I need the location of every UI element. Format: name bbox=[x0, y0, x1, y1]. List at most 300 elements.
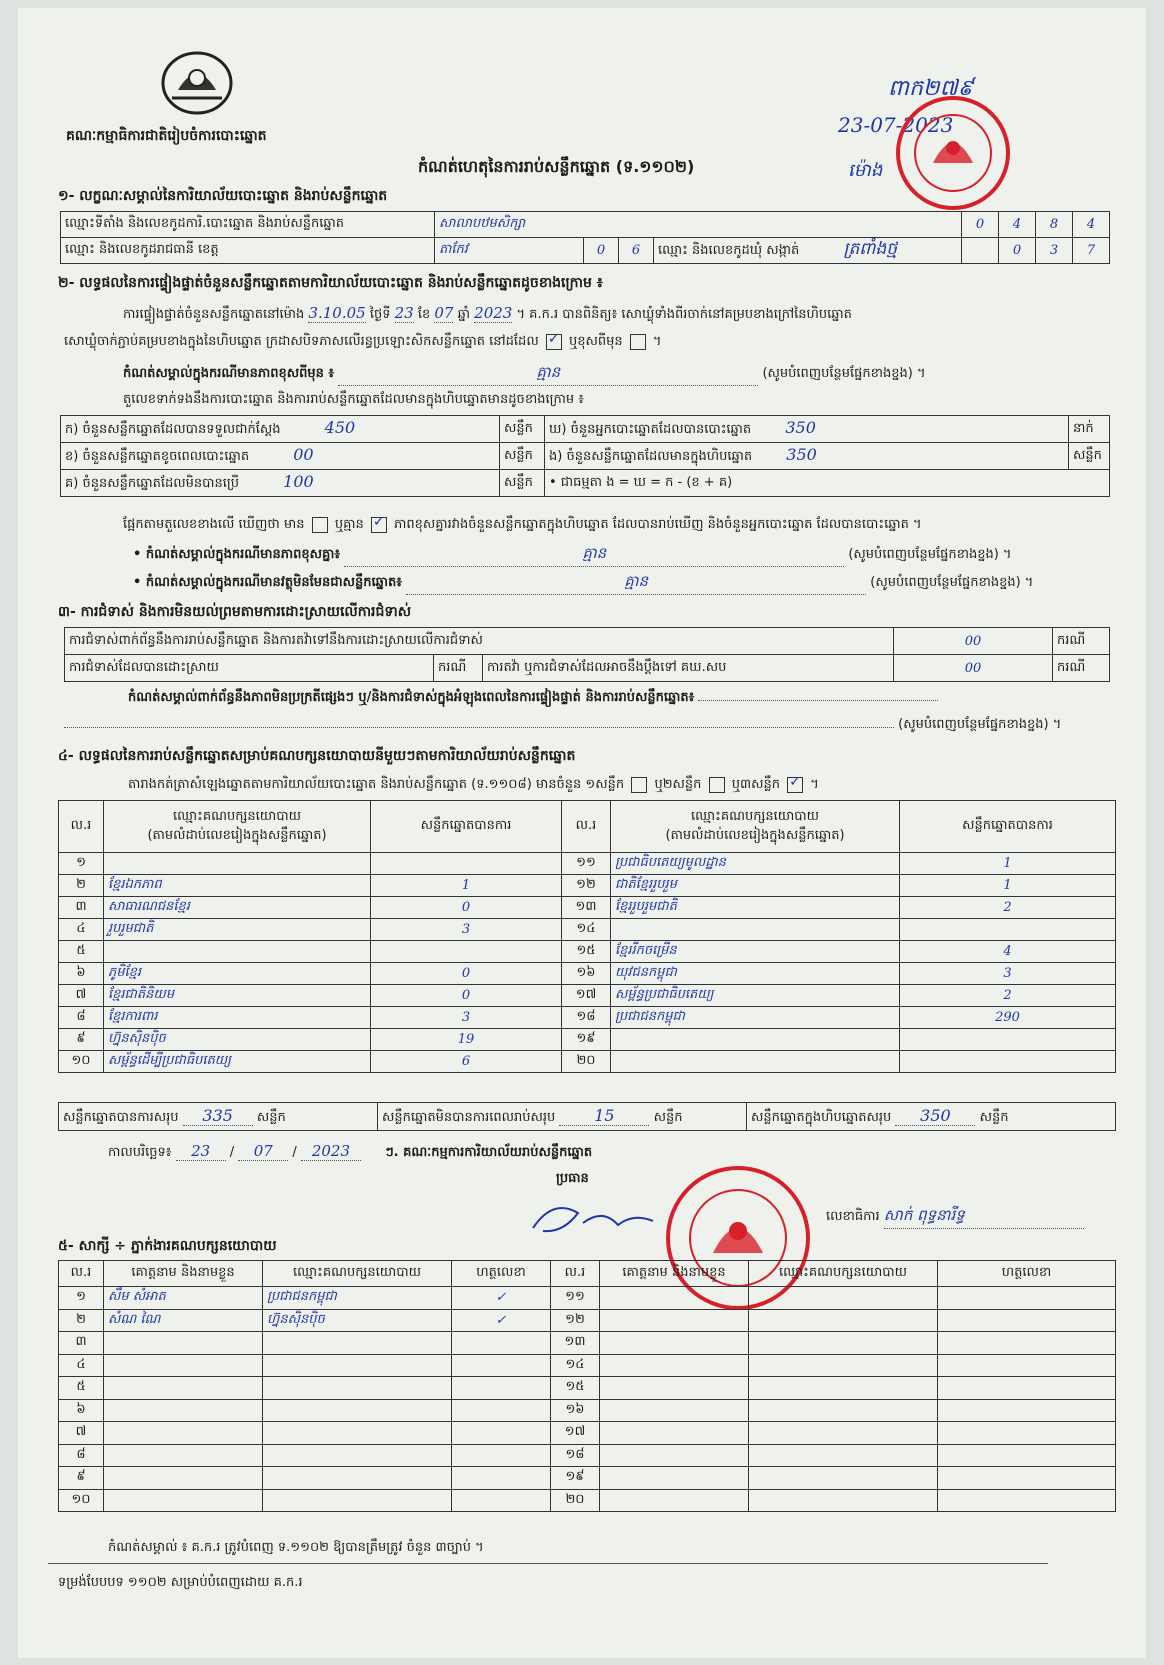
two-sheet-label: ឬ២សន្លឹក bbox=[654, 777, 702, 792]
result-party: ជាតិខ្មែររួបរួម bbox=[611, 875, 900, 897]
witness-party bbox=[749, 1444, 938, 1467]
date-label: កាលបរិច្ឆេទ៖ bbox=[108, 1145, 172, 1160]
formula: • ជាធម្មតា ង = ឃ = ក - (ខ + គ) bbox=[545, 470, 1110, 497]
footnote: កំណត់សម្គាល់ ៖ គ.ក.រ ត្រូវបំពេញ ទ.១១០២ ឱ្យបានត្រឹមត្រូវ ចំនួន ៣ច្បាប់ ។ bbox=[108, 1540, 484, 1555]
result-votes: 3 bbox=[371, 1007, 562, 1029]
seal-text: សោឃ្លុំចាក់ភ្ជាប់គម្របខាងក្នុងនៃហិបឆ្នោត ក្រដាសបិទភាសលើរន្ធប្រឡោះសិកសន្លឹកឆ្នោត នៅដដែល bbox=[64, 334, 539, 349]
ngo-unit: សន្លឹក bbox=[1069, 443, 1110, 470]
site-value: សាលាបឋមសិក្សា bbox=[435, 212, 962, 238]
damaged-label: ឬខុសពីមុន bbox=[568, 334, 623, 349]
witness-signature bbox=[938, 1444, 1116, 1467]
witness-no: ១៦ bbox=[551, 1399, 600, 1422]
kha-value: 00 bbox=[293, 445, 314, 464]
witness-signature bbox=[452, 1422, 551, 1445]
commune-label-and-value bbox=[654, 238, 962, 264]
verify-time: 3.10.05 bbox=[308, 304, 366, 322]
witness-signature bbox=[452, 1489, 551, 1512]
table-row bbox=[59, 853, 1116, 875]
result-party: ខ្មែររីកចម្រើន bbox=[611, 941, 900, 963]
witness-name: សឹម សំអាត bbox=[104, 1287, 263, 1310]
committee-name: គណៈកម្មាធិការជាតិរៀបចំការបោះឆ្នោត bbox=[66, 128, 267, 144]
witness-name bbox=[104, 1444, 263, 1467]
witness-no: ១១ bbox=[551, 1287, 600, 1310]
table-row bbox=[59, 1007, 1116, 1029]
witness-no: ១៨ bbox=[551, 1444, 600, 1467]
witness-party bbox=[749, 1399, 938, 1422]
three-sheet-checkbox[interactable] bbox=[787, 777, 803, 793]
witness-party bbox=[263, 1422, 452, 1445]
witness-signature bbox=[938, 1309, 1116, 1332]
secretary-name: សាក់ ពុទ្ធនារីទ្ធ bbox=[884, 1206, 1084, 1229]
witness-party bbox=[749, 1332, 938, 1355]
result-votes bbox=[371, 941, 562, 963]
counting-committee: ៗ. គណៈកម្មការការិយាល័យរាប់សន្លឹកឆ្នោត bbox=[385, 1145, 593, 1160]
result-party bbox=[104, 853, 371, 875]
witness-no: ៥ bbox=[59, 1377, 104, 1400]
result-party: ប្រជាធិបតេយ្យមូលដ្ឋាន bbox=[611, 853, 900, 875]
official-stamp-top-icon bbox=[893, 93, 1013, 213]
figures-intro: តួលេខទាក់ទងនឹងការបោះឆ្នោត និងការរាប់សន្លឹកឆ្នោតដែលមានក្នុងហិបឆ្នោតមានដូចខាងក្រោម ៖ bbox=[123, 392, 584, 407]
site-code-1: 0 bbox=[962, 212, 999, 238]
objection-resolved-unit: ករណី bbox=[434, 655, 483, 682]
result-votes: 3 bbox=[900, 963, 1116, 985]
witness-name bbox=[600, 1354, 749, 1377]
tally-intro: តារាងកត់ត្រាសំឡេងឆ្នោតតាមការិយាល័យបោះឆ្នោត និងរាប់សន្លឹកឆ្នោត (ទ.១១០៨) មានចំនួន ១សន្លឹក bbox=[128, 777, 625, 792]
table-row bbox=[59, 1029, 1116, 1051]
diff-note-line bbox=[133, 544, 1012, 567]
commune-code-2: 3 bbox=[1036, 238, 1073, 264]
result-no: ១ bbox=[59, 853, 104, 875]
witness-signature bbox=[452, 1444, 551, 1467]
objection-row1-label: ការជំទាស់ពាក់ព័ន្ធនឹងការរាប់សន្លឹកឆ្នោត និងការតវ៉ាទៅនឹងការដោះស្រាយលើការជំទាស់ bbox=[65, 628, 894, 655]
result-no: ១១ bbox=[562, 853, 611, 875]
results-table bbox=[58, 800, 1116, 1073]
result-party: ខ្មែរការពារ bbox=[104, 1007, 371, 1029]
result-party bbox=[611, 1051, 900, 1073]
witness-name bbox=[104, 1467, 263, 1490]
ko-unit: សន្លឹក bbox=[500, 470, 545, 497]
commune-value: ត្រពាំងថ្ម bbox=[843, 239, 898, 259]
witness-party bbox=[749, 1287, 938, 1310]
commune-code-blank bbox=[962, 238, 999, 264]
result-no: ៩ bbox=[59, 1029, 104, 1051]
witness-no: ១៩ bbox=[551, 1467, 600, 1490]
result-votes: 3 bbox=[371, 919, 562, 941]
object-note-hint: (សូមបំពេញបន្ថែមផ្នែកខាងខ្នង) ។ bbox=[870, 575, 1034, 590]
col-party-left bbox=[104, 801, 371, 853]
result-party: យុវជនកម្ពុជា bbox=[611, 963, 900, 985]
received-number: ពាក២៧៩ bbox=[888, 76, 974, 101]
witness-no: ៧ bbox=[59, 1422, 104, 1445]
ka-unit: សន្លឹក bbox=[500, 416, 545, 443]
irregularity-hint: (សូមបំពេញបន្ថែមផ្នែកខាងខ្នង) ។ bbox=[898, 717, 1062, 732]
objection-appeal-value: 00 bbox=[894, 655, 1053, 682]
change-note-label: កំណត់សម្គាល់ក្នុងករណីមានភាពខុសពីមុន ៖ bbox=[123, 366, 335, 381]
commune-code-1: 0 bbox=[999, 238, 1036, 264]
result-no: ១៣ bbox=[562, 897, 611, 919]
witness-col-party-left: ឈ្មោះគណបក្សនយោបាយ bbox=[263, 1261, 452, 1287]
witness-name bbox=[600, 1422, 749, 1445]
result-party: ប្រជាជនកម្ពុជា bbox=[611, 1007, 900, 1029]
witness-no: ៩ bbox=[59, 1467, 104, 1490]
diff-note-label: • កំណត់សម្គាល់ក្នុងករណីមានភាពខុសគ្នា៖ bbox=[133, 547, 341, 562]
totals-table bbox=[58, 1102, 1116, 1131]
total-invalid-unit: សន្លឹក bbox=[653, 1109, 683, 1125]
objection-row1-value: 00 bbox=[894, 628, 1053, 655]
witness-party bbox=[263, 1489, 452, 1512]
result-no: ១៧ bbox=[562, 985, 611, 1007]
tally-sheets-line: តារាងកត់ត្រាសំឡេងឆ្នោតតាមការិយាល័យបោះឆ្នោត និងរាប់សន្លឹកឆ្នោត (ទ.១១០៨) មានចំនួន ១សន្លឹក ឬ២សន្លឹក ឬ៣សន្លឹក ✓ ។ bbox=[128, 776, 819, 795]
witness-name bbox=[600, 1489, 749, 1512]
secretary-label: លេខាធិការ bbox=[826, 1209, 880, 1224]
verify-year-label: ឆ្នាំ bbox=[457, 307, 471, 322]
object-note-line bbox=[133, 572, 1033, 595]
result-party: ហ្វ៊ុនស៊ិនប៉ិច bbox=[104, 1029, 371, 1051]
commune-label: ឈ្មោះ និងលេខកូដឃុំ សង្កាត់ bbox=[658, 243, 800, 258]
col-party-right-title: ឈ្មោះគណបក្សនយោបាយ bbox=[691, 808, 819, 824]
witness-col-no-right: ល.រ bbox=[551, 1261, 600, 1287]
total-valid-unit: សន្លឹក bbox=[256, 1109, 286, 1125]
secretary-line bbox=[826, 1206, 1084, 1229]
witness-no: ២០ bbox=[551, 1489, 600, 1512]
result-party: ភូមិខ្មែរ bbox=[104, 963, 371, 985]
witness-signature bbox=[938, 1489, 1116, 1512]
witness-party bbox=[263, 1467, 452, 1490]
witness-no: ១ bbox=[59, 1287, 104, 1310]
figures-table bbox=[60, 415, 1110, 497]
table-row bbox=[59, 897, 1116, 919]
result-party: ខ្មែរឯកភាព bbox=[104, 875, 371, 897]
witness-name bbox=[600, 1309, 749, 1332]
table-row bbox=[59, 919, 1116, 941]
witness-name bbox=[104, 1354, 263, 1377]
witness-signature bbox=[452, 1467, 551, 1490]
witness-no: ៦ bbox=[59, 1399, 104, 1422]
result-party: សម្ព័ន្ធដើម្បីប្រជាធិបតេយ្យ bbox=[104, 1051, 371, 1073]
result-no: ៥ bbox=[59, 941, 104, 963]
table-row bbox=[59, 875, 1116, 897]
result-party bbox=[611, 919, 900, 941]
witness-signature: ✓ bbox=[452, 1287, 551, 1310]
witness-no: ១២ bbox=[551, 1309, 600, 1332]
result-no: ៦ bbox=[59, 963, 104, 985]
ko-label: គ) ចំនួនសន្លឹកឆ្នោតដែលមិនបានប្រើ bbox=[65, 476, 239, 491]
irregularity-hint-line bbox=[64, 716, 1061, 735]
witness-party bbox=[749, 1354, 938, 1377]
verify-month: 07 bbox=[434, 304, 454, 322]
form-title: កំណត់ហេតុនៃការរាប់សន្លឹកឆ្នោត (ទ.១១០២) bbox=[418, 157, 695, 176]
witness-name bbox=[600, 1377, 749, 1400]
table-row bbox=[59, 1489, 1116, 1512]
verify-rest: ។ គ.ក.រ បានពិនិត្យ៖ សោឃ្លុំទាំងពីរចាក់នៅគម្របខាងក្រៅនៃហិបឆ្នោត bbox=[516, 307, 852, 322]
col-votes-right: សន្លឹកឆ្នោតបានការ bbox=[900, 801, 1116, 853]
total-invalid-value: 15 bbox=[559, 1106, 649, 1126]
gho-unit: នាក់ bbox=[1069, 416, 1110, 443]
witness-table bbox=[58, 1260, 1116, 1512]
witness-name bbox=[104, 1422, 263, 1445]
witness-no: ៨ bbox=[59, 1444, 104, 1467]
witness-signature: ✓ bbox=[452, 1309, 551, 1332]
witness-party bbox=[749, 1489, 938, 1512]
objection-appeal-label: ការតវ៉ា ឬការជំទាស់ដែលអាចនឹងប្ដឹងទៅ គឃ.សប bbox=[483, 655, 894, 682]
witness-name bbox=[104, 1489, 263, 1512]
result-no: ៤ bbox=[59, 919, 104, 941]
result-no: ១៤ bbox=[562, 919, 611, 941]
witness-name bbox=[104, 1332, 263, 1355]
witness-signature bbox=[938, 1287, 1116, 1310]
change-note-value: គ្មាន bbox=[338, 363, 758, 386]
witness-name bbox=[600, 1444, 749, 1467]
table-row bbox=[59, 985, 1116, 1007]
witness-party bbox=[263, 1354, 452, 1377]
result-no: ១០ bbox=[59, 1051, 104, 1073]
ko-value: 100 bbox=[283, 472, 314, 491]
table-row bbox=[59, 1309, 1116, 1332]
witness-no: ៤ bbox=[59, 1354, 104, 1377]
footer-rule bbox=[48, 1563, 1048, 1564]
site-label: ឈ្មោះទីតាំង និងលេខកូដការិ.បោះឆ្នោត និងរាប់សន្លឹកឆ្នោត bbox=[61, 212, 435, 238]
result-no: ១៦ bbox=[562, 963, 611, 985]
chair-label: ប្រធាន bbox=[556, 1171, 589, 1186]
witness-name bbox=[600, 1287, 749, 1310]
kha-label: ខ) ចំនួនសន្លឹកឆ្នោតខូចពេលបោះឆ្នោត bbox=[65, 449, 250, 464]
witness-no: ២ bbox=[59, 1309, 104, 1332]
damaged-checkbox[interactable] bbox=[630, 334, 646, 350]
ngo-label: ង) ចំនួនសន្លឹកឆ្នោតដែលមានក្នុងហិបឆ្នោត bbox=[549, 449, 753, 464]
col-party-right bbox=[611, 801, 900, 853]
col-party-left-sub: (តាមលំដាប់លេខរៀងក្នុងសន្លឹកឆ្នោត) bbox=[147, 827, 327, 843]
intact-checkbox[interactable] bbox=[546, 334, 562, 350]
result-no: ៧ bbox=[59, 985, 104, 1007]
table-row bbox=[59, 1467, 1116, 1490]
result-no: ២០ bbox=[562, 1051, 611, 1073]
witness-signature bbox=[938, 1332, 1116, 1355]
verify-month-label: ខែ bbox=[417, 307, 431, 322]
witness-col-no-left: ល.រ bbox=[59, 1261, 104, 1287]
section2-heading: ២- លទ្ធផលនៃការផ្ទៀងផ្ទាត់ចំនួនសន្លឹកឆ្នោតតាមការិយាល័យបោះឆ្នោត និងរាប់សន្លឹកឆ្នោតដូចខាងក្រោម ៖ bbox=[58, 275, 603, 291]
table-row bbox=[59, 1354, 1116, 1377]
result-no: ៣ bbox=[59, 897, 104, 919]
witness-signature bbox=[452, 1332, 551, 1355]
witness-col-name-right: គោត្តនាម និងនាមខ្លួន bbox=[600, 1261, 749, 1287]
witness-name bbox=[600, 1399, 749, 1422]
received-date: 23-07-2023 bbox=[838, 113, 954, 137]
witness-party bbox=[263, 1399, 452, 1422]
irregularity-note bbox=[128, 689, 938, 708]
witness-party bbox=[263, 1332, 452, 1355]
two-sheet-checkbox[interactable] bbox=[709, 777, 725, 793]
result-votes: 19 bbox=[371, 1029, 562, 1051]
diff-none-label: ឬគ្មាន bbox=[334, 517, 364, 532]
date-year: 2023 bbox=[301, 1142, 361, 1161]
result-votes bbox=[900, 919, 1116, 941]
verify-day: 23 bbox=[394, 304, 414, 322]
witness-party bbox=[749, 1467, 938, 1490]
result-votes: 1 bbox=[900, 875, 1116, 897]
difference-line bbox=[123, 516, 922, 535]
result-no: ១២ bbox=[562, 875, 611, 897]
verification-line-2: សោឃ្លុំចាក់ភ្ជាប់គម្របខាងក្នុងនៃហិបឆ្នោត ក្រដាសបិទភាសលើរន្ធប្រឡោះសិកសន្លឹកឆ្នោត នៅដដែល ✓ ឬខុសពីមុន ។ bbox=[64, 333, 661, 352]
received-time: ម៉ោង bbox=[848, 160, 883, 181]
witness-party bbox=[749, 1422, 938, 1445]
objection-appeal-unit: ករណី bbox=[1053, 655, 1110, 682]
result-votes: 1 bbox=[900, 853, 1116, 875]
verify-year: 2023 bbox=[474, 304, 513, 322]
total-valid-label: សន្លឹកឆ្នោតបានការសរុប bbox=[63, 1109, 179, 1125]
result-no: ១៥ bbox=[562, 941, 611, 963]
emblem-icon bbox=[158, 48, 236, 118]
witness-party bbox=[263, 1377, 452, 1400]
object-note-label: • កំណត់សម្គាល់ក្នុងករណីមានវត្ថុមិនមែនជាសន្លឹកឆ្នោត៖ bbox=[133, 575, 402, 590]
result-votes bbox=[371, 853, 562, 875]
result-no: ២ bbox=[59, 875, 104, 897]
total-box-value: 350 bbox=[895, 1106, 975, 1126]
table-row bbox=[59, 1287, 1116, 1310]
no-difference-checkbox[interactable] bbox=[371, 517, 387, 533]
section5-heading: ៥- សាក្សី ÷ ភ្នាក់ងារគណបក្សនយោបាយ bbox=[58, 1238, 277, 1254]
table-row bbox=[59, 963, 1116, 985]
witness-name bbox=[600, 1332, 749, 1355]
signoff-line: កាលបរិច្ឆេទ៖ 23 / 07 / 2023 ៗ. គណៈកម្មការការិយាល័យរាប់សន្លឹកឆ្នោត bbox=[108, 1142, 593, 1160]
table-row bbox=[59, 1444, 1116, 1467]
total-box-label: សន្លឹកឆ្នោតក្នុងហិបឆ្នោតសរុប bbox=[751, 1109, 892, 1125]
diff-rest: ភាពខុសគ្នារវាងចំនួនសន្លឹកឆ្នោតក្នុងហិបឆ្នោត ដែលបានរាប់ឃើញ និងចំនួនអ្នកបោះឆ្នោត ដែលបានបោះឆ្នោត ។ bbox=[394, 517, 922, 532]
result-votes: 4 bbox=[900, 941, 1116, 963]
witness-party: ហ្វ៊ុនស៊ិនប៉ិច bbox=[263, 1309, 452, 1332]
site-code-3: 8 bbox=[1036, 212, 1073, 238]
one-sheet-checkbox[interactable] bbox=[631, 777, 647, 793]
gho-label: ឃ) ចំនួនអ្នកបោះឆ្នោតដែលបានបោះឆ្នោត bbox=[549, 422, 752, 437]
diff-has-label: ផ្អែកតាមតួលេខខាងលើ ឃើញថា មាន bbox=[123, 517, 305, 532]
witness-party bbox=[749, 1309, 938, 1332]
table-row bbox=[59, 1399, 1116, 1422]
site-code-4: 4 bbox=[1073, 212, 1110, 238]
table-row bbox=[59, 941, 1116, 963]
object-note-value: គ្មាន bbox=[406, 572, 866, 595]
total-valid-value: 335 bbox=[183, 1106, 253, 1126]
result-votes: 0 bbox=[371, 985, 562, 1007]
result-votes: 1 bbox=[371, 875, 562, 897]
result-party: សម្ព័ន្ធប្រជាធិបតេយ្យ bbox=[611, 985, 900, 1007]
witness-no: ១៧ bbox=[551, 1422, 600, 1445]
verify-time-label: ការផ្ទៀងផ្ទាត់ចំនួនសន្លឹកឆ្នោតនៅម៉ោង bbox=[123, 307, 305, 322]
witness-signature bbox=[452, 1354, 551, 1377]
col-votes-left: សន្លឹកឆ្នោតបានការ bbox=[371, 801, 562, 853]
witness-signature bbox=[452, 1399, 551, 1422]
result-no: ១៩ bbox=[562, 1029, 611, 1051]
date-day: 23 bbox=[176, 1142, 226, 1161]
witness-col-party-right: ឈ្មោះគណបក្សនយោបាយ bbox=[749, 1261, 938, 1287]
table-row bbox=[59, 1332, 1116, 1355]
date-month: 07 bbox=[238, 1142, 288, 1161]
result-votes: 6 bbox=[371, 1051, 562, 1073]
witness-party bbox=[263, 1444, 452, 1467]
witness-no: ១៤ bbox=[551, 1354, 600, 1377]
total-invalid-label: សន្លឹកឆ្នោតមិនបានការពេលរាប់សរុប bbox=[382, 1109, 556, 1125]
form-note: ទម្រង់បែបបទ ១១០២ សម្រាប់បំពេញដោយ គ.ក.រ bbox=[58, 1575, 303, 1590]
result-party: ខ្មែរជាតិនិយម bbox=[104, 985, 371, 1007]
table-row bbox=[59, 1422, 1116, 1445]
irregularity-note-label: កំណត់សម្គាល់ពាក់ព័ន្ធនឹងភាពមិនប្រក្រតីផ្សេងៗ ឬ/និងការជំទាស់ក្នុងអំឡុងពេលនៃការផ្ទៀងផ្ទាត់ និងការរាប់សន្លឹកឆ្នោត៖ bbox=[128, 690, 695, 705]
change-note-line bbox=[123, 363, 926, 386]
ka-value: 450 bbox=[324, 418, 356, 437]
witness-name bbox=[104, 1399, 263, 1422]
province-value: តាកែវ bbox=[435, 238, 584, 264]
col-party-right-sub: (តាមលំដាប់លេខរៀងក្នុងសន្លឹកឆ្នោត) bbox=[665, 827, 845, 843]
result-votes bbox=[900, 1029, 1116, 1051]
result-party: ខ្មែររួបរួមជាតិ bbox=[611, 897, 900, 919]
total-box-unit: សន្លឹក bbox=[979, 1109, 1009, 1125]
kha-unit: សន្លឹក bbox=[500, 443, 545, 470]
witness-signature bbox=[938, 1354, 1116, 1377]
commune-code-3: 7 bbox=[1073, 238, 1110, 264]
col-no-left: ល.រ bbox=[59, 801, 104, 853]
has-difference-checkbox[interactable] bbox=[312, 517, 328, 533]
result-votes: 2 bbox=[900, 985, 1116, 1007]
change-note-hint: (សូមបំពេញបន្ថែមផ្នែកខាងខ្នង) ។ bbox=[762, 366, 926, 381]
province-label: ឈ្មោះ និងលេខកូដរាជធានី ខេត្ត bbox=[61, 238, 435, 264]
result-votes: 0 bbox=[371, 963, 562, 985]
ka-label: ក) ចំនួនសន្លឹកឆ្នោតដែលបានទទួលជាក់ស្ដែង bbox=[65, 422, 281, 437]
witness-signature bbox=[938, 1377, 1116, 1400]
col-party-left-title: ឈ្មោះគណបក្សនយោបាយ bbox=[173, 808, 301, 824]
table-row bbox=[59, 1377, 1116, 1400]
witness-signature bbox=[938, 1422, 1116, 1445]
result-party: រួបរួមជាតិ bbox=[104, 919, 371, 941]
witness-no: ១៣ bbox=[551, 1332, 600, 1355]
section4-heading: ៤- លទ្ធផលនៃការរាប់សន្លឹកឆ្នោតសម្រាប់គណបក្សនយោបាយនីមួយៗតាមការិយាល័យរាប់សន្លឹកឆ្នោត bbox=[58, 748, 576, 764]
irregularity-note-line2 bbox=[64, 727, 894, 728]
witness-party: ប្រជាជនកម្ពុជា bbox=[263, 1287, 452, 1310]
witness-party bbox=[749, 1377, 938, 1400]
three-sheet-label: ឬ៣សន្លឹក bbox=[731, 777, 780, 792]
table-row bbox=[59, 1051, 1116, 1073]
witness-name bbox=[104, 1377, 263, 1400]
site-code-2: 4 bbox=[999, 212, 1036, 238]
witness-no: ១៥ bbox=[551, 1377, 600, 1400]
result-votes: 0 bbox=[371, 897, 562, 919]
witness-col-sign-left: ហត្ថលេខា bbox=[452, 1261, 551, 1287]
objections-table bbox=[64, 627, 1110, 682]
result-no: ៨ bbox=[59, 1007, 104, 1029]
ngo-value: 350 bbox=[786, 445, 817, 464]
chair-signature-icon bbox=[523, 1193, 683, 1243]
verification-line-1 bbox=[123, 304, 852, 325]
section3-heading: ៣- ការជំទាស់ និងការមិនយល់ព្រមតាមការដោះស្រាយលើការជំទាស់ bbox=[58, 604, 412, 620]
witness-signature bbox=[452, 1377, 551, 1400]
result-votes: 2 bbox=[900, 897, 1116, 919]
witness-signature bbox=[938, 1399, 1116, 1422]
diff-note-value: គ្មាន bbox=[344, 544, 844, 567]
section1-table bbox=[60, 211, 1110, 264]
province-code-2: 6 bbox=[619, 238, 654, 264]
province-code-1: 0 bbox=[584, 238, 619, 264]
result-no: ១៨ bbox=[562, 1007, 611, 1029]
result-party bbox=[611, 1029, 900, 1051]
objection-row1-unit: ករណី bbox=[1053, 628, 1110, 655]
diff-note-hint: (សូមបំពេញបន្ថែមផ្នែកខាងខ្នង) ។ bbox=[848, 547, 1012, 562]
witness-signature bbox=[938, 1467, 1116, 1490]
witness-col-name-left: គោត្តនាម និងនាមខ្លួន bbox=[104, 1261, 263, 1287]
objection-resolved-label: ការជំទាស់ដែលបានដោះស្រាយ bbox=[65, 655, 434, 682]
result-votes bbox=[900, 1051, 1116, 1073]
gho-value: 350 bbox=[785, 418, 816, 437]
section1-heading: ១- លក្ខណៈសម្គាល់នៃការិយាល័យបោះឆ្នោត និងរាប់សន្លឹកឆ្នោត bbox=[58, 188, 388, 204]
result-votes: 290 bbox=[900, 1007, 1116, 1029]
result-party bbox=[104, 941, 371, 963]
irregularity-note-dots bbox=[698, 700, 938, 701]
witness-no: ១០ bbox=[59, 1489, 104, 1512]
